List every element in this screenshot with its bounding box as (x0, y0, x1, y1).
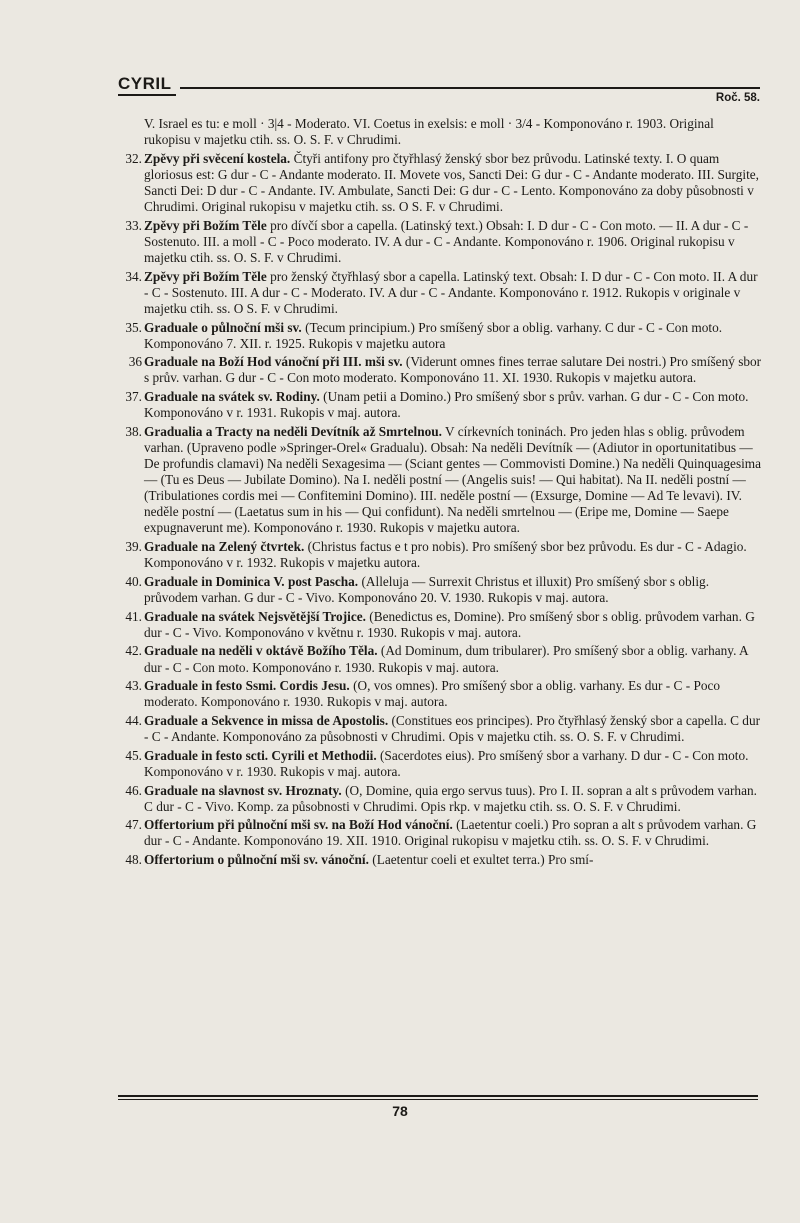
journal-title: CYRIL (118, 74, 172, 93)
entry-title: Graduale na Zelený čtvrtek. (144, 539, 305, 555)
entry-number: 35. (125, 319, 142, 335)
list-item (114, 218, 762, 266)
entry-number: 40. (125, 573, 142, 589)
entry-number: 32. (125, 150, 142, 166)
entry-number: 48. (125, 852, 142, 868)
footer-rule (118, 1095, 758, 1097)
list-item (114, 320, 762, 352)
entry-text: (Ad Dominum, dum tribularer). Pro smíšený sbor a oblig. varhany. A dur - C - Con moto. Komponováno r. 1930. Rukopis v maj. autora. (144, 643, 748, 675)
page-header (118, 74, 760, 108)
list-item (114, 713, 762, 745)
entry-title: Graduale in festo Ssmi. Cordis Jesu. (144, 678, 350, 694)
header-rule (180, 87, 760, 89)
entry-title: Offertorium o půlnoční mši sv. vánoční. (144, 852, 369, 868)
entry-title: Graduale o půlnoční mši sv. (144, 319, 302, 335)
entry-text: (Christus factus e t pro nobis). Pro smíšený sbor bez průvodu. Es dur - C - Adagio. Komponováno v r. 1932. Rukopis v majetku autora. (144, 539, 747, 571)
list-item (114, 574, 762, 606)
list-item (114, 389, 762, 421)
footer-rule-thin (118, 1099, 758, 1100)
entry-text: (O, Domine, quia ergo servus tuus). Pro I. II. sopran a alt s průvodem varhan. C dur - C - Vivo. Komp. za působnosti v Chrudimi. Opis rkp. v majetku ctih. ss. O. S. F. v Chrudimi. (144, 782, 757, 814)
list-item (114, 783, 762, 815)
entry-number: 45. (125, 747, 142, 763)
entry-number: 37. (125, 389, 142, 405)
entry-title: Zpěvy při svěcení kostela. (144, 150, 291, 166)
volume-year: Roč. 58. (715, 92, 760, 104)
entry-title: Offertorium při půlnoční mši sv. na Boží Hod vánoční. (144, 817, 453, 833)
entry-text: (Tecum principium.) Pro smíšený sbor a oblig. varhany. C dur - C - Con moto. Komponováno 7. XII. r. 1925. Rukopis v majetku autora (144, 319, 723, 351)
entry-number: 46. (125, 782, 142, 798)
entry-title: Graduale na svátek sv. Rodiny. (144, 389, 320, 405)
entry-title: Graduale na neděli v oktávě Božího Těla. (144, 643, 378, 659)
entry-text: (Laetentur coeli et exultet terra.) Pro smí- (368, 852, 594, 868)
entry-number: 36 (128, 354, 142, 370)
entry-text: (Sacerdotes eius). Pro smíšený sbor a varhany. D dur - C - Con moto. Komponováno v r. 1930. Rukopis v maj. autora. (144, 747, 749, 779)
entry-title: Graduale a Sekvence in missa de Apostolis. (144, 713, 389, 728)
entry-number: 39. (125, 539, 142, 555)
entry-title: Graduale na Boží Hod vánoční při III. mši sv. (144, 354, 403, 370)
entry-text: (Laetentur coeli.) Pro sopran a alt s průvodem varhan. G dur - C - Andante. Komponováno 19. XII. 1910. Original rukopisu v majetku ctih. ss. O. S. F. v Chrudimi. (144, 817, 757, 849)
entry-text: (Unam petii a Domino.) Pro smíšený sbor s prův. varhan. G dur - C - Con moto. Komponováno v r. 1931. Rukopis v maj. autora. (144, 389, 749, 421)
entry-number: 47. (125, 817, 142, 833)
entry-title: Graduale na svátek Nejsvětější Trojice. (144, 608, 366, 624)
entry-list (114, 116, 762, 871)
entry-text: (Benedictus es, Domine). Pro smíšený sbor s oblig. průvodem varhan. G dur - C - Vivo. Komponováno v květnu r. 1930. Rukopis v maj. autora. (144, 608, 755, 640)
entry-text: (Alleluja — Surrexit Christus et illuxit) Pro smíšený sbor s oblig. průvodem varhan. G dur - C - Vivo. Komponováno 20. V. 1930. Rukopis v maj. autora. (144, 573, 710, 605)
entry-number: 43. (125, 678, 142, 694)
entry-text: (Constitues eos principes). Pro čtyřhlasý ženský sbor a capella. C dur - C - Andante. Komponováno za působnosti v Chrudimi. Opis v majetku ctih. ss. O. S. F. v Chrudimi. (144, 713, 761, 745)
entry-title: Zpěvy při Božím Těle (144, 268, 267, 284)
entry-title: Zpěvy při Božím Těle (144, 217, 267, 233)
list-item (114, 817, 762, 849)
entry-number: 44. (125, 713, 142, 728)
list-item (114, 643, 762, 675)
page-number: 78 (392, 1103, 408, 1119)
entry-number: 34. (125, 268, 142, 284)
list-item (114, 609, 762, 641)
list-item (114, 852, 762, 868)
entry-number: 41. (125, 608, 142, 624)
entry-text: (Viderunt omnes fines terrae salutare Dei nostri.) Pro smíšený sbor s prův. varhan. G dur - C - Con moto moderato. Komponováno 11. XI. 1930. Rukopis v majetku autora. (144, 354, 762, 386)
entry-text: V církevních toninách. Pro jeden hlas s oblig. průvodem varhan. (Upraveno podle »Springer-Orel« Gradualu). Obsah: Na neděli Devítník — (Adiutor in oportunitatibus — De profundis clamavi) Na neděli Sexagesima — (Sciant gentes — Commovisti Domine.) Na neděli Quinquagesima — (Tu es Deus — Jubilate Domino). Na I. neděli postní — (Angelis suis! — Qui habitat). Na II. neděli postní — (Tribulationes cordis mei — Confitemini Domino). III. neděle postní — (Exsurge, Domine — Ad Te levavi). IV. neděle postní — (Laetatus sum in his — Qui confidunt). Na neděli smrtelnou — (Eripe me, Domine — Saepe expugnaverunt me). Komponováno r. 1930. Rukopis v majetku autora. (144, 423, 762, 536)
entry-title: Graduale in festo scti. Cyrili et Methodii. (144, 747, 377, 763)
entry-text: pro dívčí sbor a capella. (Latinský text.) Obsah: I. D dur - C - Con moto. — II. A dur - C - Sostenuto. III. a moll - C - Poco moderato. IV. A dur - C - Andante. Komponováno r. 1906. Original rukopisu v majetku ctih. ss. O. S. F. v Chrudimi. (144, 217, 749, 265)
journal-title-underline (118, 94, 176, 96)
continuation-paragraph: V. Israel es tu: e moll · 3|4 - Moderato. VI. Coetus in exelsis: e moll · 3/4 - Komponováno r. 1903. Original rukopisu v majetku ctih. ss. O. S. F. v Chrudimi. (144, 116, 714, 148)
entry-title: Graduale na slavnost sv. Hroznaty. (144, 782, 342, 798)
list-item (114, 424, 762, 537)
list-item (114, 539, 762, 571)
entry-title: Graduale in Dominica V. post Pascha. (144, 573, 359, 589)
entry-title: Gradualia a Tracty na neděli Devítník až Smrtelnou. (144, 423, 442, 439)
entry-number: 38. (125, 423, 142, 439)
entry-text: (O, vos omnes). Pro smíšený sbor a oblig. varhany. Es dur - C - Poco moderato. Komponováno r. 1930. Rukopis v maj. autora. (144, 678, 721, 710)
entry-number: 42. (125, 643, 142, 659)
entry-text: Čtyři antifony pro čtyřhlasý ženský sbor bez průvodu. Latinské texty. I. O quam gloriosus est: G dur - C - Andante moderato. II. Movete vos, Sancti Dei: G dur - C - Andante moderato. III. Surgite, Sancti Dei: D dur - C - Andante. IV. Ambulate, Sancti Dei: G dur - C - Lento. Komponováno za doby působnosti v Chrudimi. Original rukopisu v majetku ctih. ss. O S. F. v Chrudimi. (144, 150, 759, 215)
entry-number: 33. (125, 217, 142, 233)
list-item (114, 151, 762, 215)
list-item (114, 678, 762, 710)
list-item (114, 748, 762, 780)
list-item (114, 269, 762, 317)
entry-text: pro ženský čtyřhlasý sbor a capella. Latinský text. Obsah: I. D dur - C - Con moto. II. A dur - C - Sostenuto. III. A dur - C - Moderato. IV. A dur - C - Andante. Komponováno r. 1912. Rukopis v originale v majetku ctih. ss. O S. F. v Chrudimi. (144, 268, 758, 316)
list-item (114, 354, 762, 386)
